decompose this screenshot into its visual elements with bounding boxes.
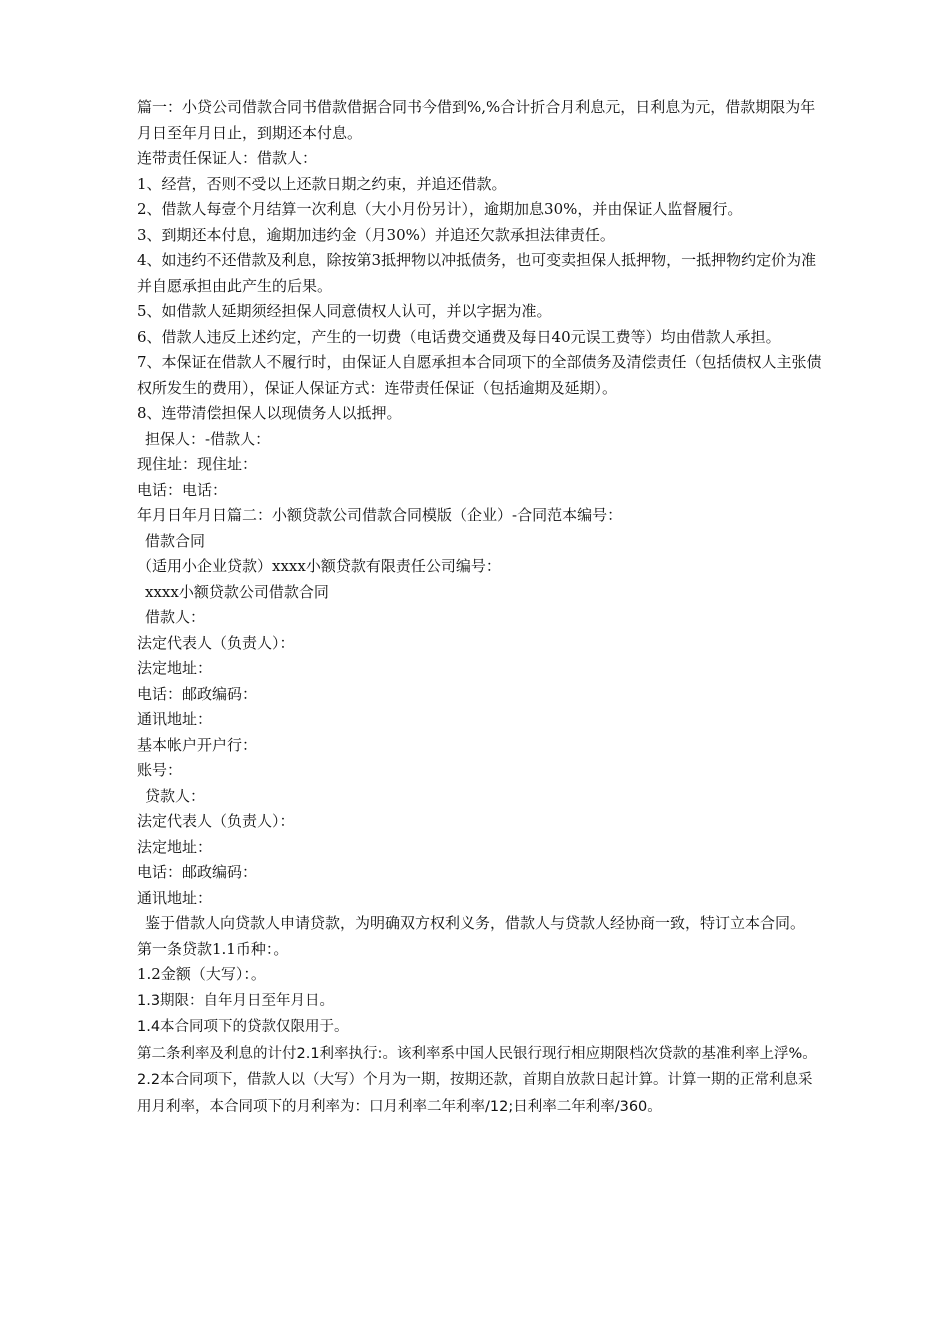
lender-label: 贷款人： xyxy=(145,786,206,805)
borrower-bank: 基本帐户开户行： xyxy=(137,735,258,754)
contract-title: 借款合同 xyxy=(145,531,206,550)
clause-5: 5、如借款人延期须经担保人同意债权人认可，并以字据为准。 xyxy=(137,302,552,320)
article-1-amount: 1.2金额（大写）：。 xyxy=(137,965,266,983)
borrower-account: 账号： xyxy=(137,761,183,779)
lender-phone-postcode: 电话：邮政编码： xyxy=(137,863,258,881)
lender-representative: 法定代表人（负责人）： xyxy=(137,812,295,830)
article-1-currency: 第一条贷款1.1币种：。 xyxy=(137,939,289,958)
clause-3: 3、到期还本付息，逾期加违约金（月30%）并追还欠款承担法律责任。 xyxy=(137,225,615,244)
clause-1: 1、经营，否则不受以上还款日期之约束，并追还借款。 xyxy=(137,174,507,193)
article-1-purpose: 1.4本合同项下的贷款仅限用于。 xyxy=(137,1019,349,1035)
preamble-paragraph: 鉴于借款人向贷款人申请贷款，为明确双方权利义务，借款人与贷款人经协商一致，特订立本合同。 xyxy=(145,914,806,932)
clause-7: 7、本保证在借款人不履行时，由保证人自愿承担本合同项下的全部债务及清偿责任（包括债权人主张债权所发生的费用），保证人保证方式：连带责任保证（包括逾期及延期）。 xyxy=(137,353,822,397)
clause-8: 8、连带清偿担保人以现债务人以抵押。 xyxy=(137,404,402,422)
clause-4: 4、如违约不还借款及利息，除按第3抵押物以冲抵债务，也可变卖担保人抵押物，一抵押物约定价为准并自愿承担由此产生的后果。 xyxy=(137,251,817,295)
section-two-heading: 年月日年月日篇二：小额贷款公司借款合同模版（企业）-合同范本编号： xyxy=(137,506,623,524)
contract-subtitle: （适用小企业贷款）xxxx小额贷款有限责任公司编号： xyxy=(137,557,501,575)
signature-phone: 电话：电话： xyxy=(137,480,228,499)
borrower-representative: 法定代表人（负责人）： xyxy=(137,633,295,652)
article-1-term: 1.3期限：自年月日至年月日。 xyxy=(137,992,335,1009)
borrower-phone-postcode: 电话：邮政编码： xyxy=(137,684,258,703)
lender-legal-address: 法定地址： xyxy=(137,837,213,856)
signature-parties: 担保人：-借款人： xyxy=(145,429,271,448)
article-2-interest: 第二条利率及利息的计付2.1利率执行:。该利率系中国人民银行现行相应期限档次贷款的基准利率上浮%。2.2本合同项下，借款人以（大写）个月为一期，按期还款，首期自放款日起计算。计算一期的正常利息采用月利率，本合同项下的月利率为：口月利率二年利率/12;日利率二年利率/360。 xyxy=(137,1045,817,1115)
signature-address: 现住址：现住址： xyxy=(137,455,258,473)
paragraph-guarantor-heading: 连带责任保证人：借款人： xyxy=(137,149,318,167)
borrower-legal-address: 法定地址： xyxy=(137,659,213,677)
clause-2: 2、借款人每壹个月结算一次利息（大小月份另计），逾期加息30%，并由保证人监督履行。 xyxy=(137,200,743,218)
borrower-label: 借款人： xyxy=(145,608,206,626)
clause-6: 6、借款人违反上述约定，产生的一切费（电话费交通费及每日40元误工费等）均由借款人承担。 xyxy=(137,327,781,346)
document-body xyxy=(137,95,822,1120)
lender-mailing-address: 通讯地址： xyxy=(137,888,213,907)
borrower-mailing-address: 通讯地址： xyxy=(137,710,213,728)
contract-name: xxxx小额贷款公司借款合同 xyxy=(145,582,329,601)
paragraph-intro: 篇一：小贷公司借款合同书借款借据合同书今借到%,%合计折合月利息元，日利息为元，借款期限为年月日至年月日止，到期还本付息。 xyxy=(137,98,816,142)
